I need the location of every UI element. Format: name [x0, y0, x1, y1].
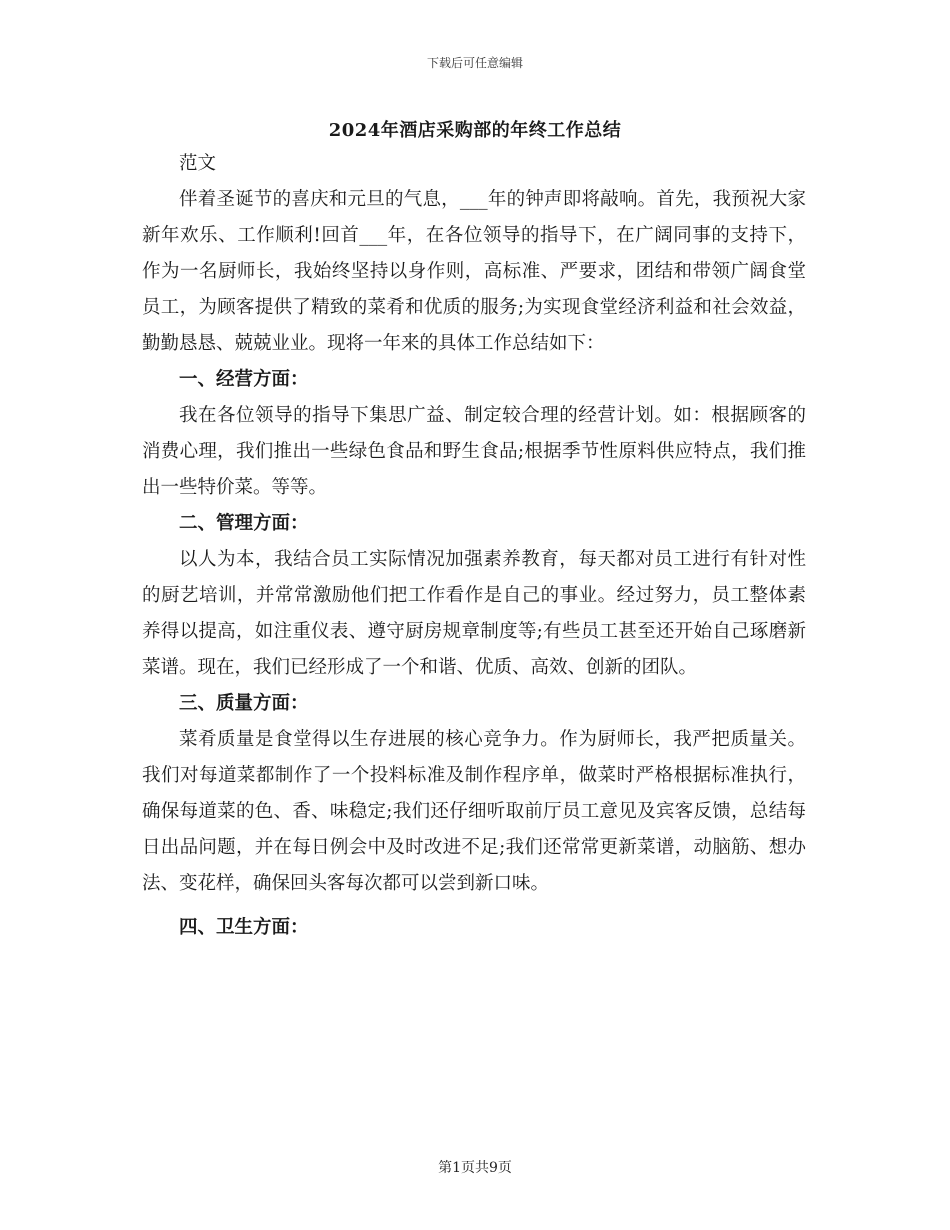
section-heading-business: 一、经营方面：: [179, 369, 309, 390]
section-body-management: 以人为本，我结合员工实际情况加强素养教育，每天都对员工进行有针对性的厨艺培训，并常常激励他们把工作看作是自己的事业。经过努力，员工整体素养得以提高，如注重仪表、遵守厨房规章制度等;有些员工甚至还开始自己琢磨新菜谱。现在，我们已经形成了一个和谐、优质、高效、创新的团队。: [142, 549, 806, 678]
header-note: 下载后可任意编辑: [426, 56, 523, 70]
section-heading-quality: 三、质量方面：: [179, 693, 309, 714]
section-body-quality: 菜肴质量是食堂得以生存进展的核心竞争力。作为厨师长，我严把质量关。我们对每道菜都制作了一个投料标准及制作程序单，做菜时严格根据标准执行，确保每道菜的色、香、味稳定;我们还仔细听取前厅员工意见及宾客反馈，总结每日出品问题，并在每日例会中及时改进不足;我们还常常更新菜谱，动脑筋、想办法、变花样，确保回头客每次都可以尝到新口味。: [142, 729, 806, 894]
section-body-business: 我在各位领导的指导下集思广益、制定较合理的经营计划。如：根据顾客的消费心理，我们推出一些绿色食品和野生食品;根据季节性原料供应特点，我们推出一些特价菜。等等。: [142, 405, 806, 498]
intro-paragraph: 伴着圣诞节的喜庆和元旦的气息，___年的钟声即将敲响。首先，我预祝大家新年欢乐、工作顺利!回首___年，在各位领导的指导下，在广阔同事的支持下，作为一名厨师长，我始终坚持以身作则，高标准、严要求，团结和带领广阔食堂员工，为顾客提供了精致的菜肴和优质的服务;为实现食堂经济利益和社会效益，勤勤恳恳、兢兢业业。现将一年来的具体工作总结如下：: [142, 189, 806, 354]
page-indicator: 第1页共9页: [438, 1160, 512, 1176]
section-heading-management: 二、管理方面：: [179, 513, 309, 534]
document-subtitle: 范文: [179, 153, 217, 174]
document-title: 2024年酒店采购部的年终工作总结: [328, 120, 622, 141]
section-heading-hygiene: 四、卫生方面：: [179, 917, 309, 938]
document-body: [142, 146, 806, 946]
